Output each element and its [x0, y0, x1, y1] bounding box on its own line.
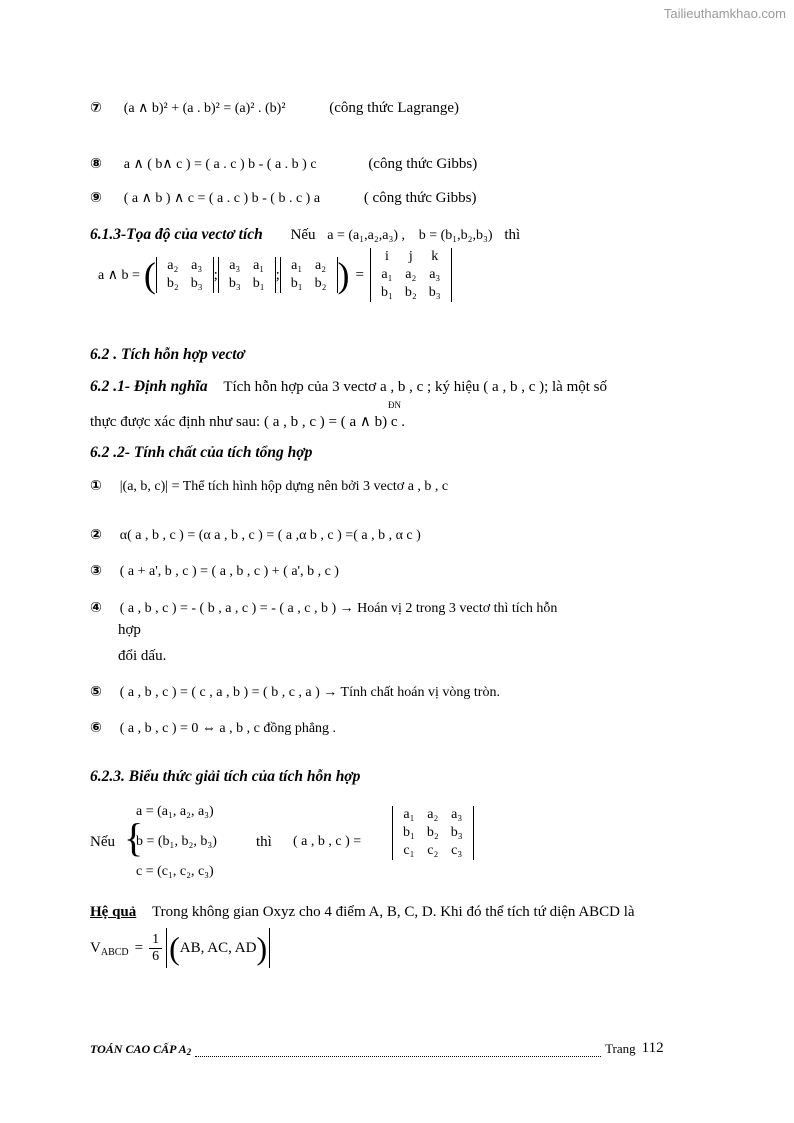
item-number: ②	[90, 527, 102, 543]
footer-title-sub: 2	[186, 1047, 192, 1057]
item-number: ④	[90, 600, 102, 616]
cell: a₁	[403, 807, 415, 822]
property-text: ( a + a', b , c ) = ( a , b , c ) + ( a', b , c )	[119, 564, 339, 579]
page-footer	[90, 1040, 682, 1057]
property-5	[90, 684, 500, 701]
text-if: Nếu	[90, 834, 115, 850]
cell: c₁	[403, 843, 415, 858]
section-title: 6.1.3-Tọa độ của vectơ tích	[90, 226, 263, 243]
a-definition: a = (a₁,a₂,a₃) ,	[327, 228, 405, 243]
cell: b₁	[381, 285, 393, 300]
formula-note: (công thức Lagrange)	[329, 100, 459, 116]
corollary	[90, 904, 702, 921]
item-number: ⑤	[90, 684, 102, 700]
cell: a₃	[429, 267, 441, 282]
vector-args: AB, AC, AD	[179, 939, 257, 956]
property-4-cont-1: hợp	[118, 622, 141, 638]
left-paren: (	[169, 929, 180, 966]
formula-note: ( công thức Gibbs)	[363, 190, 477, 206]
item-number: ⑨	[90, 190, 102, 206]
mixed-lhs: ( a , b , c ) =	[293, 834, 362, 849]
item-number: ①	[90, 478, 102, 494]
cell: b₂	[314, 276, 327, 291]
equals: =	[355, 266, 365, 283]
separator: ;	[213, 266, 218, 283]
cell: b₂	[426, 825, 439, 840]
vector-c-coords: c = (c₁, c₂, c₃)	[136, 864, 214, 879]
numerator: 1	[149, 932, 162, 949]
abs-bars	[166, 928, 270, 968]
minor-3	[280, 257, 338, 293]
cell: a₂	[315, 258, 327, 273]
definition-text: thực được xác định như sau: ( a , b , c ) = ( a ∧ b) c .	[90, 414, 405, 430]
cell: b₃	[228, 276, 241, 291]
cell: a₁	[381, 267, 393, 282]
minor-1	[156, 257, 214, 293]
text-then: thì	[256, 834, 272, 850]
vector-b-coords: b = (b₁, b₂, b₃)	[136, 834, 217, 849]
vector-a-coords: a = (a₁, a₂, a₃)	[136, 804, 214, 819]
cross-product-formula	[90, 248, 452, 302]
property-6	[90, 720, 336, 737]
formula-gibbs-1	[90, 156, 477, 173]
cell: a₂	[405, 267, 417, 282]
minor-2	[218, 257, 276, 293]
cell: c₂	[427, 843, 439, 858]
property-1	[90, 478, 448, 495]
mixed-determinant	[392, 806, 474, 860]
section-6-1-3-heading	[90, 226, 520, 244]
item-number: ⑧	[90, 156, 102, 172]
page-label: Trang	[605, 1041, 636, 1056]
section-6-2-title: 6.2 . Tích hỗn hợp vectơ	[90, 346, 245, 363]
corollary-text: Trong không gian Oxyz cho 4 điểm A, B, C, D. Khi đó thể tích tứ diện ABCD là	[152, 904, 635, 920]
cross-determinant	[370, 248, 452, 302]
right-paren: )	[256, 929, 268, 966]
cell: i	[385, 249, 389, 264]
property-2	[90, 527, 421, 544]
cell: a₂	[167, 258, 179, 273]
cell: b₃	[190, 276, 203, 291]
property-4	[90, 600, 557, 617]
cross-lhs: a ∧ b =	[98, 267, 140, 283]
property-3	[90, 563, 339, 580]
formula-text: a ∧ ( b∧ c ) = ( a . c ) b - ( a . b ) c	[123, 157, 317, 172]
cell: a₃	[191, 258, 203, 273]
cell: j	[408, 249, 413, 264]
separator: ;	[275, 266, 280, 283]
cell: b₁	[290, 276, 303, 291]
left-paren: (	[143, 255, 156, 295]
dn-label: ĐN	[388, 400, 401, 410]
equals: =	[134, 939, 144, 956]
definition-title: 6.2 .1- Định nghĩa	[90, 378, 208, 395]
property-text: ( a , b , c ) = - ( b , a , c ) = - ( a , c , b ) → Hoán vị 2 trong 3 vectơ thì tích hỗn	[119, 601, 558, 616]
cell: a₃	[451, 807, 463, 822]
definition-line-1	[90, 378, 607, 396]
watermark: Tailieuthamkhao.com	[663, 6, 786, 21]
text-then: thì	[504, 227, 521, 243]
determinant	[392, 806, 474, 860]
right-paren: )	[337, 255, 350, 295]
cell: a₁	[253, 258, 265, 273]
cell: a₁	[291, 258, 303, 273]
formula-text: ( a ∧ b ) ∧ c = ( a . c ) b - ( b . c ) a	[123, 191, 321, 206]
properties-title: 6.2 .2- Tính chất của tích tổng hợp	[90, 444, 313, 461]
cell: b₃	[450, 825, 463, 840]
volume-formula	[90, 928, 270, 968]
cell: k	[431, 249, 439, 264]
definition-text: Tích hỗn hợp của 3 vectơ a , b , c ; ký hiệu ( a , b , c ); là một số	[223, 379, 608, 395]
formula-note: (công thức Gibbs)	[368, 156, 478, 172]
property-text: ( a , b , c ) = ( c , a , b ) = ( b , c , a ) → Tính chất hoán vị vòng tròn.	[119, 685, 500, 700]
formula-text: (a ∧ b)² + (a . b)² = (a)² . (b)²	[123, 101, 286, 116]
page-number: 112	[641, 1040, 664, 1056]
denominator: 6	[152, 948, 160, 964]
text-if: Nếu	[290, 227, 316, 243]
footer-dots	[195, 1056, 601, 1057]
item-number: ⑦	[90, 100, 102, 116]
item-number: ③	[90, 563, 102, 579]
property-text: |(a, b, c)| = Thể tích hình hộp dựng nên bởi 3 vectơ a , b , c	[119, 479, 449, 494]
cell: b₃	[428, 285, 441, 300]
fraction	[149, 932, 162, 965]
cell: b₂	[166, 276, 179, 291]
definition-line-2	[90, 412, 405, 431]
formula-gibbs-2	[90, 190, 477, 207]
cell: a₂	[427, 807, 439, 822]
volume-symbol: V	[90, 939, 101, 956]
cell: b₁	[403, 825, 415, 840]
volume-subscript: ABCD	[100, 946, 129, 958]
item-number: ⑥	[90, 720, 102, 736]
property-text: α( a , b , c ) = (α a , b , c ) = ( a ,α b , c ) =( a , b , α c )	[119, 528, 421, 543]
cell: b₁	[252, 276, 265, 291]
property-4-cont-2: đổi dấu.	[118, 648, 167, 664]
brace-icon: {	[124, 815, 144, 860]
corollary-label: Hệ quả	[90, 904, 137, 920]
property-text: ( a , b , c ) = 0 ⇔ a , b , c đồng phẳng .	[119, 721, 337, 736]
cell: c₃	[451, 843, 463, 858]
cell: b₂	[404, 285, 417, 300]
footer-title: TOÁN CAO CẤP A	[90, 1042, 187, 1056]
cell: a₃	[229, 258, 241, 273]
b-definition: b = (b₁,b₂,b₃)	[418, 228, 493, 243]
section-6-2-3-title: 6.2.3. Biểu thức giải tích của tích hỗn hợp	[90, 768, 361, 785]
formula-lagrange	[90, 100, 459, 117]
